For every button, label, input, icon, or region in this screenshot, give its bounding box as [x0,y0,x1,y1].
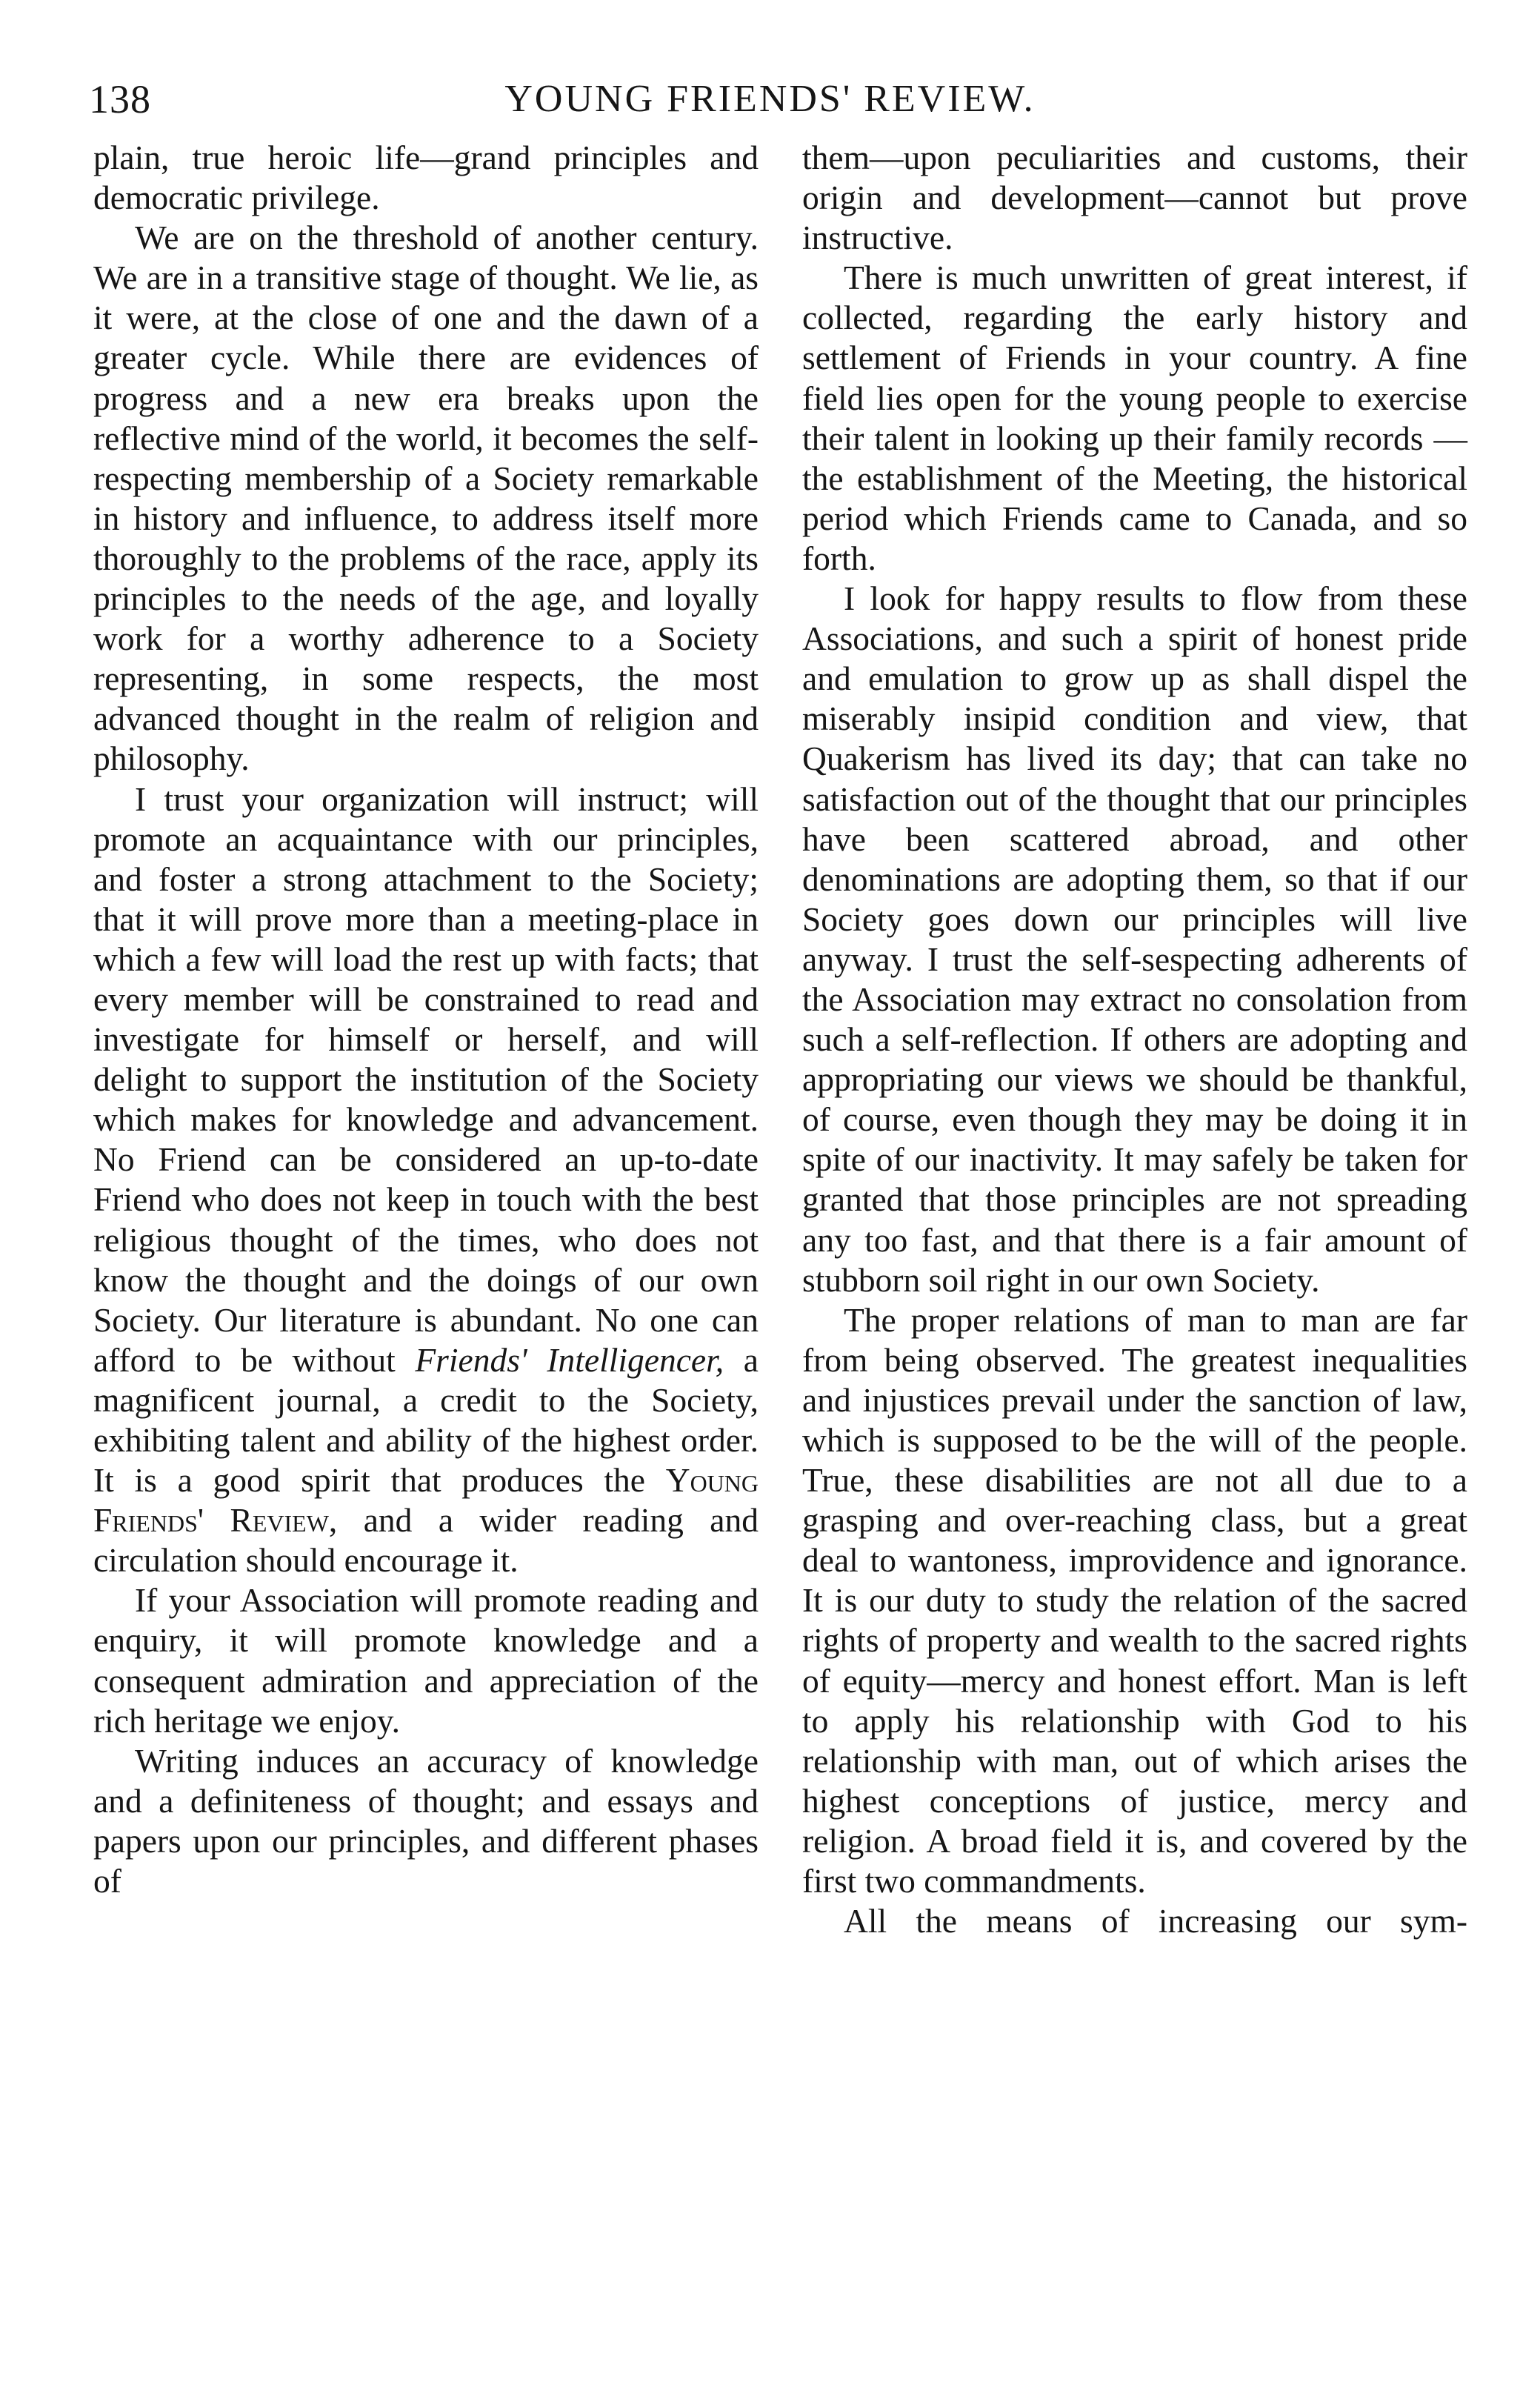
left-column [93,138,759,1901]
review-title: Young Friends' Review, [93,1461,759,1540]
paragraph: I look for happy results to flow from these Associations, and such a spirit of honest pride and emulation to grow up as shall dispel the miserably insipid condition and view, that Quakerism has lived its day; that can take no satisfaction out of the thought that our principles have been scattered abroad, and other denominations are adopting them, so that if our Society goes down our principles will live anyway. I trust the self-sespecting adherents of the Association may extract no consolation from such a self-reflection. If others are adopting and appropriating our views we should be thankful, of course, even though they may be doing it in spite of our inactivity. It may safely be taken for granted that those principles are not spreading any too fast, and that there is a fair amount of stubborn soil right in our own Society. [802,579,1467,1299]
paragraph [93,779,759,1581]
paragraph: There is much unwritten of great interest, if collected, regarding the early history and settlement of Friends in your country. A fine field lies open for the young people to exercise their talent in looking up their family records —the establishment of the Meeting, the historical period which Friends came to Canada, and so forth. [802,259,1467,577]
paragraph: The proper relations of man to man are far from being observed. The greatest inequalities and injustices prevail under the sanction of law, which is supposed to be the will of the people. True, these disabilities are not all due to a grasping and over-reaching class, but a great deal to wantoness, improvidence and ignorance. It is our duty to study the relation of the sacred rights of property and wealth to the sacred rights of equity—mercy and honest effort. Man is left to apply his relationship with God to his relationship with man, out of which arises the highest conceptions of justice, mercy and religion. A broad field it is, and covered by the first two commandments. [802,1300,1467,1900]
paragraph: We are on the threshold of another century. We are in a transitive stage of thought. We lie, as it were, at the close of one and the dawn of a greater cycle. While there are evidences of progress and a new era breaks upon the reflective mind of the world, it becomes the self-respecting membership of a Society remarkable in history and influence, to address itself more thoroughly to the problems of the race, apply its principles to the needs of the age, and loyally work for a worthy adherence to a Society representing, in some respects, the most advanced thought in the realm of religion and philosophy. [93,219,759,778]
paragraph: them—upon peculiarities and customs, their origin and development—cannot but prove instructive. [802,139,1467,257]
right-column [802,138,1467,1941]
paragraph-text: and a wider reading and circulation should encourage it. [93,1501,759,1580]
journal-title: Friends' Intelligencer, [415,1340,724,1379]
page-header [0,73,1540,126]
paragraph: If your Association will promote reading and enquiry, it will promote knowledge and a consequent admiration and appreciation of the rich heritage we enjoy. [93,1581,759,1740]
page-number: 138 [89,77,151,122]
paragraph: plain, true heroic life—grand principles and democratic privilege. [93,139,759,217]
paragraph-text: a magnificent journal, a credit to the Society, exhibiting talent and ability of the highest order. It is a good spirit that produces the [93,1340,759,1500]
paragraph: Writing induces an accuracy of knowledge and a definiteness of thought; and essays and papers upon our principles, and different phases of [93,1741,759,1900]
paragraph: All the means of increasing our sym- [844,1902,1467,1940]
running-title: YOUNG FRIENDS' REVIEW. [504,78,1036,120]
paragraph-text: I trust your organization will instruct; will promote an acquaintance with our principles, and foster a strong attachment to the Society; that it will prove more than a meeting-place in which a few will load the rest up with facts; that every member will be constrained to read and investigate for himself or herself, and will delight to support the institution of the Society which makes for knowledge and advancement. No Friend can be considered an up-to-date Friend who does not keep in touch with the best religious thought of the times, who does not know the thought and the doings of our own Society. Our literature is abundant. No one can afford to be without [93,779,759,1379]
